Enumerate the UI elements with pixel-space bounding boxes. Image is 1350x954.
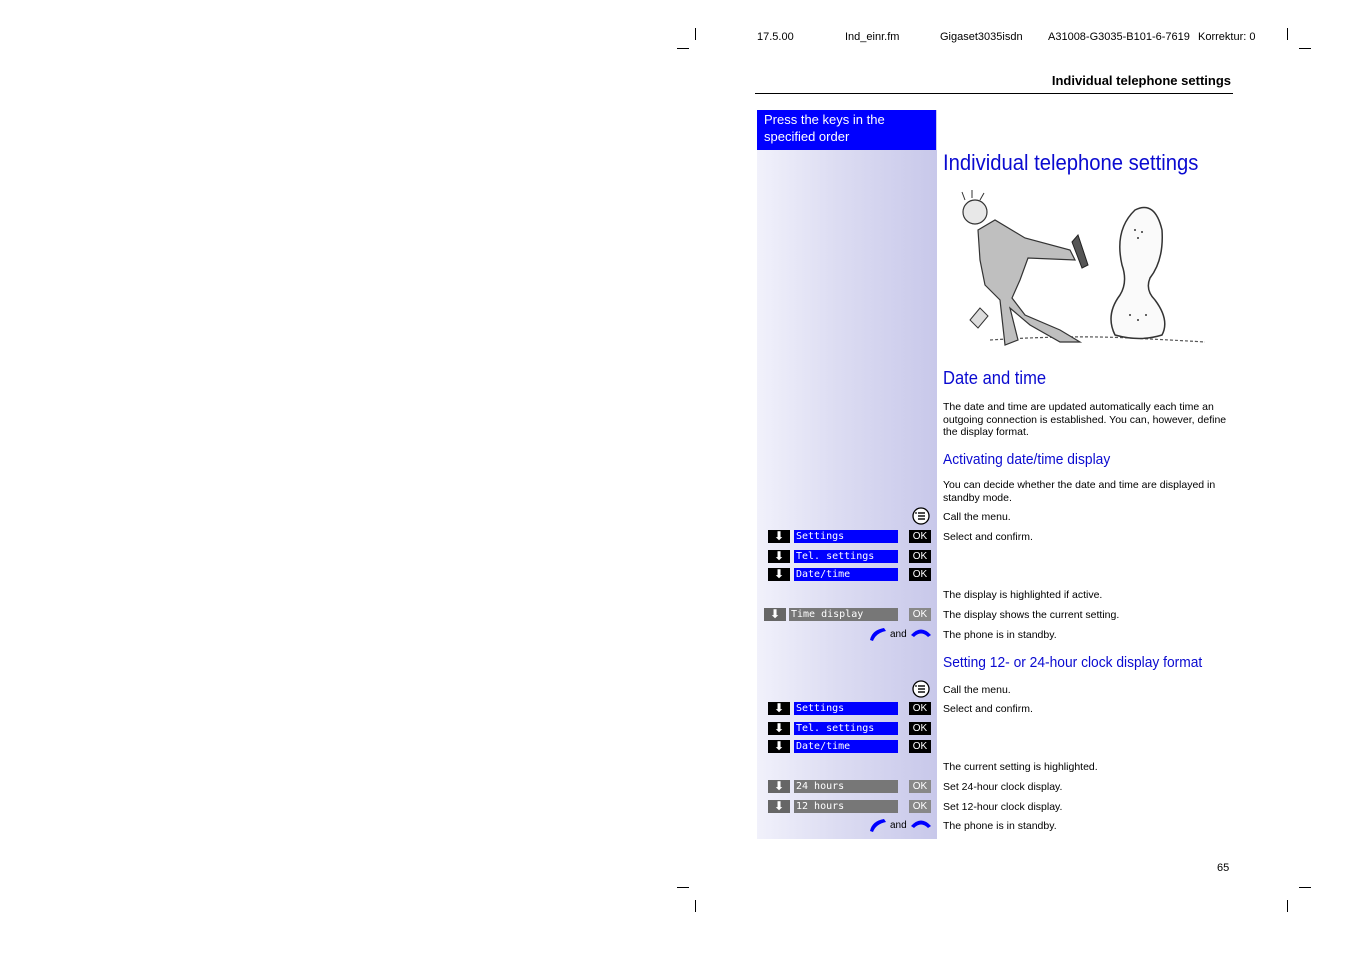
menu-key-icon[interactable]: [912, 680, 930, 698]
page-number: 65: [1217, 862, 1230, 874]
step-call-menu: Call the menu.: [943, 684, 1011, 696]
down-arrow-icon[interactable]: ⬇: [768, 530, 790, 543]
ok-button[interactable]: OK: [909, 702, 931, 715]
crop-mark: [1299, 48, 1311, 49]
ok-button[interactable]: OK: [909, 780, 931, 793]
down-arrow-icon[interactable]: ⬇: [768, 740, 790, 753]
header-product: Gigaset3035isdn: [940, 31, 1023, 43]
menu-item-settings[interactable]: Settings: [794, 530, 898, 543]
menu-key-icon[interactable]: [912, 507, 930, 525]
menu-item-settings[interactable]: Settings: [794, 702, 898, 715]
activate-intro: You can decide whether the date and time are displayed in standby mode.: [943, 479, 1216, 504]
step-set-12: Set 12-hour clock display.: [943, 801, 1063, 813]
menu-item-time-display[interactable]: Time display: [789, 608, 898, 621]
and-label: and: [890, 820, 907, 831]
down-arrow-icon[interactable]: ⬇: [768, 722, 790, 735]
off-hook-icon[interactable]: [868, 817, 888, 833]
on-hook-icon[interactable]: [910, 817, 932, 829]
section-title-date-time: Date and time: [943, 368, 1047, 388]
step-select-confirm: Select and confirm.: [943, 531, 1033, 543]
cartoon-illustration: [950, 190, 1220, 360]
crop-mark: [677, 48, 689, 49]
running-head: Individual telephone settings: [1051, 73, 1231, 88]
step-highlighted-if-active: The display is highlighted if active.: [943, 589, 1103, 601]
section-title-format: Setting 12- or 24-hour clock display format: [943, 654, 1203, 671]
ok-button[interactable]: OK: [909, 608, 931, 621]
menu-item-date-time[interactable]: Date/time: [794, 568, 898, 581]
and-label: and: [890, 629, 907, 640]
step-current-highlighted: The current setting is highlighted.: [943, 761, 1098, 773]
header-code: A31008-G3035-B101-6-7619: [1048, 31, 1190, 43]
on-hook-icon[interactable]: [910, 626, 932, 638]
step-standby: The phone is in standby.: [943, 820, 1057, 832]
step-set-24: Set 24-hour clock display.: [943, 781, 1063, 793]
step-call-menu: Call the menu.: [943, 511, 1011, 523]
menu-item-tel-settings[interactable]: Tel. settings: [794, 550, 898, 563]
down-arrow-icon[interactable]: ⬇: [768, 702, 790, 715]
sidebar-title: Press the keys in the specified order: [757, 110, 936, 150]
step-select-confirm: Select and confirm.: [943, 703, 1033, 715]
menu-item-tel-settings[interactable]: Tel. settings: [794, 722, 898, 735]
crop-mark: [695, 28, 696, 40]
ok-button[interactable]: OK: [909, 550, 931, 563]
ok-button[interactable]: OK: [909, 740, 931, 753]
crop-mark: [695, 900, 696, 912]
down-arrow-icon[interactable]: ⬇: [768, 550, 790, 563]
section-title-activate: Activating date/time display: [943, 451, 1111, 468]
crop-mark: [1287, 900, 1288, 912]
down-arrow-icon[interactable]: ⬇: [768, 780, 790, 793]
down-arrow-icon[interactable]: ⬇: [764, 608, 786, 621]
ok-button[interactable]: OK: [909, 800, 931, 813]
ok-button[interactable]: OK: [909, 722, 931, 735]
menu-item-12-hours[interactable]: 12 hours: [794, 800, 898, 813]
header-date: 17.5.00: [757, 31, 794, 43]
ok-button[interactable]: OK: [909, 530, 931, 543]
menu-item-24-hours[interactable]: 24 hours: [794, 780, 898, 793]
crop-mark: [677, 887, 689, 888]
menu-item-date-time[interactable]: Date/time: [794, 740, 898, 753]
down-arrow-icon[interactable]: ⬇: [768, 568, 790, 581]
crop-mark: [1299, 887, 1311, 888]
step-shows-current: The display shows the current setting.: [943, 609, 1120, 621]
down-arrow-icon[interactable]: ⬇: [768, 800, 790, 813]
step-standby: The phone is in standby.: [943, 629, 1057, 641]
date-time-intro: The date and time are updated automatically each time an outgoing connection is established. You can, however, define the display format.: [943, 401, 1227, 438]
off-hook-icon[interactable]: [868, 626, 888, 642]
page-title: Individual telephone settings: [943, 150, 1199, 175]
header-file: Ind_einr.fm: [845, 31, 900, 43]
header-korrektur: Korrektur: 0: [1198, 31, 1256, 43]
ok-button[interactable]: OK: [909, 568, 931, 581]
crop-mark: [1287, 28, 1288, 40]
header-rule: [755, 93, 1233, 94]
